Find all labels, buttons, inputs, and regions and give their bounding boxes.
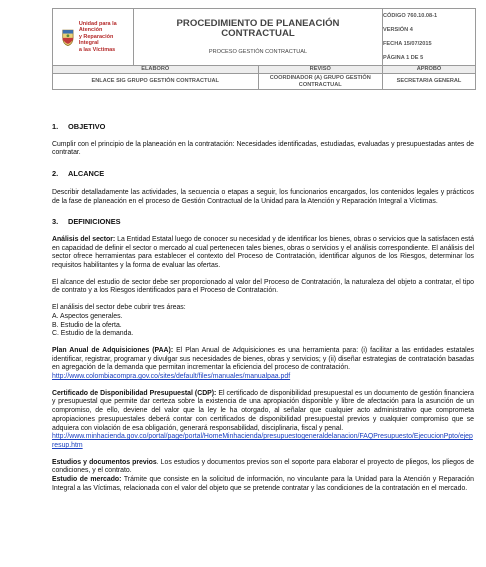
signature-block (53, 66, 476, 90)
section-heading-definiciones: 3. DEFINICIONES (52, 217, 121, 227)
alcance-text: Describir detalladamente las actividades, la secuencia o etapas a seguir, los funcionarios encargados, los contenidos legales y prácticos de la fase de planeación en el proceso de Gestión Contractual de la Unidad para la Atención y Reparación Integral a Víctimas. (52, 188, 474, 205)
list-item: B. Estudio de la oferta. (52, 321, 122, 329)
page-number: PÁGINA 1 DE 5 (383, 55, 424, 61)
alcance-estudio-text: El alcance del estudio de sector debe ser proporcionado al valor del Proceso de Contratación, la naturaleza del objeto a contratar, el tipo de contrato y a los Riesgos identificados para el Proceso de Contratación. (52, 278, 474, 295)
definition-paa: Plan Anual de Adquisiciones (PAA): El Plan Anual de Adquisiciones es una herramienta para: (i) facilitar a las entidades estatales identificar, registrar, programar y divulgar sus necesidades de bienes, obras y servicios; y (ii) diseñar estrategias de contratación basadas en agregación de la demanda que permitan incrementar la eficiencia del proceso de contratación. (52, 346, 474, 372)
title-cell (134, 9, 383, 66)
section-heading-objetivo: 1. OBJETIVO (52, 122, 106, 131)
document-header (52, 8, 476, 90)
logo-cell (53, 9, 134, 66)
document-title: PROCEDIMIENTO DE PLANEACIÓN CONTRACTUAL (176, 17, 340, 39)
coat-of-arms-icon (61, 26, 75, 48)
definition-estudio-mercado: Estudio de mercado: Trámite que consiste en la solicitud de información, no vinculante para la Unidad para la Atención y Reparación Integral a las Víctimas, relacionada con el valor del objeto que se pretende contratar y las condiciones de la contratación en el mercado. (52, 476, 474, 492)
sig-value-aprobo: SECRETARIA GENERAL (383, 74, 476, 90)
definition-analisis-sector: Análisis del sector: La Entidad Estatal luego de conocer su necesidad y de identificar los bienes, obras o servicios que la satisfacen está en capacidad de definir el sector o mercado al cual pertenecen tales bienes, obras o servicios y el análisis correspondiente. El análisis del sector ofrece herramientas para establecer el contexto del Proceso de Contratación, identificar algunos de los Riesgos, determinar los requisitos habilitantes y la forma de evaluar las ofertas. (52, 235, 475, 270)
definition-estudios-previos: Estudios y documentos previos. Los estudios y documentos previos son el soporte para elaborar el proyecto de pliegos, los pliegos de condiciones, y el contrato. (52, 458, 474, 475)
objetivo-text: Cumplir con el principio de la planeación en la contratación: Necesidades identificadas, estudiadas, evaluadas y presupuestadas antes de contratar. (52, 140, 474, 157)
sig-label-elaboro: ELABORÓ (53, 66, 259, 74)
logo-text: Unidad para la Atención y Reparación Integral a las Víctimas (78, 20, 117, 53)
document-code: CÓDIGO 760.10.08-1 (383, 13, 438, 19)
document-metadata (383, 9, 476, 66)
process-name: PROCESO GESTIÓN CONTRACTUAL (208, 48, 308, 55)
document-body (52, 123, 474, 494)
sig-label-aprobo: APROBÓ (383, 66, 476, 74)
section-heading-alcance: 2. ALCANCE (52, 169, 105, 179)
list-item: A. Aspectos generales. (52, 312, 123, 320)
paa-link[interactable]: http://www.colombiacompra.gov.co/sites/default/files/manuales/manualpaa.pdf (52, 373, 291, 381)
cdp-link[interactable]: http://www.minhacienda.gov.co/portal/page/portal/HomeMinhacienda/presupuestogeneraldelanacion/FAQPresupuesto/EjecucionPpto/ejepresup.htm (52, 433, 473, 449)
sig-value-reviso: COORDINADOR (A) GRUPO GESTIÓN CONTRACTUAL (258, 74, 383, 90)
document-version: VERSIÓN 4 (383, 27, 413, 33)
sig-value-elaboro: ENLACE SIG GRUPO GESTIÓN CONTRACTUAL (53, 74, 259, 90)
list-item: C. Estudio de la demanda. (52, 330, 134, 338)
areas-intro: El análisis del sector debe cubrir tres áreas: (52, 304, 186, 312)
definition-cdp: Certificado de Disponibilidad Presupuestal (CDP): El certificado de disponibilidad presupuestal es un documento de gestión financiera y presupuestal que permite dar certeza sobre la existencia de una apropiación disponible y libre de afectación para la asunción de un compromiso, de ello, deviene del valor que la ley le ha otorgado, al señalar que cualquier acto administrativo que comprometa apropiaciones presupuestales deberá contar con certificados de disponibilidad presupuestal previos y cualquier compromiso que se adquiera con violación de esa obligación, generará responsabilidad, disciplinaria, fiscal y penal. (52, 389, 474, 432)
document-date: FECHA 15/07/2015 (383, 41, 432, 47)
sig-label-reviso: REVISÓ (258, 66, 383, 74)
